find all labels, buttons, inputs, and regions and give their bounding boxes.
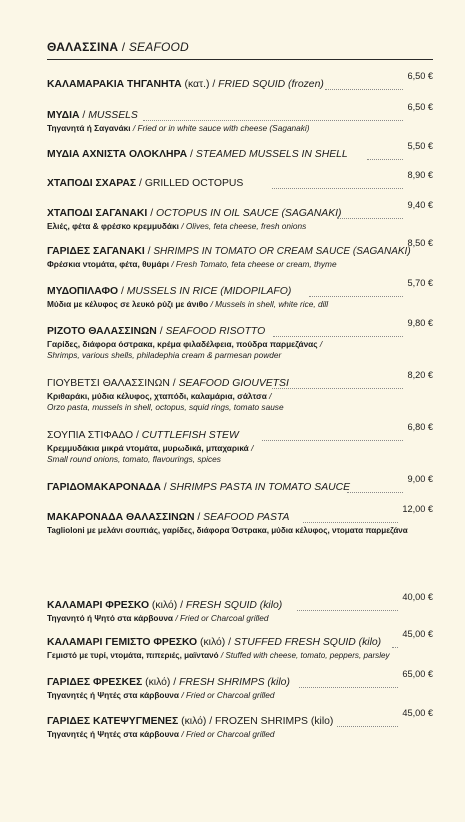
- item-description-greek: Τηγανητές ή Ψητές στα κάρβουνα: [47, 729, 180, 739]
- item-name-english: CUTTLEFISH STEW: [141, 430, 239, 441]
- item-name-greek: ΧΤΑΠΟΔΙ ΣΧΑΡΑΣ: [47, 178, 137, 189]
- menu-item-title-line: [47, 278, 433, 299]
- item-description-greek: Γεμιστό με τυρί, ντομάτα, πιπεριές, μαϊντανό: [47, 651, 219, 660]
- item-description-english: /: [248, 443, 254, 453]
- section-title-greek: ΘΑΛΑΣΣΙΝΑ: [47, 40, 119, 54]
- dot-leader: [392, 647, 398, 648]
- item-price: 40,00 €: [402, 592, 433, 602]
- dot-leader: [272, 188, 403, 189]
- menu-item: [47, 238, 433, 270]
- item-description-greek: Τηγανητό ή Ψητό στα κάρβουνα: [47, 613, 174, 623]
- item-description: [47, 123, 433, 134]
- item-price: 6,50 €: [407, 71, 433, 81]
- menu-item-title-line: [47, 170, 433, 191]
- item-description-english: Orzo pasta, mussels in shell, octopus, squid rings, tomato sause: [47, 402, 284, 412]
- item-description-greek: Ελιές, φέτα & φρέσκο κρεμμυδάκι: [47, 221, 179, 231]
- item-description-english: Shrimps, various shells, philadephia cream & parmesan powder: [47, 350, 282, 360]
- item-price: 12,00 €: [402, 504, 433, 514]
- item-name-english: FRIED SQUID (frozen): [218, 79, 324, 90]
- menu-item-title-line: [47, 318, 433, 339]
- item-name-english: MUSSELS IN RICE (MIDOPILAFO): [126, 286, 292, 297]
- menu-item: [47, 170, 433, 191]
- menu-item: [47, 592, 433, 624]
- item-name-english: SEAFOOD GIOUVETSI: [178, 378, 289, 389]
- menu-item: [47, 474, 433, 495]
- item-description: [47, 391, 433, 402]
- menu-item-title-line: [47, 422, 433, 443]
- item-name-english: SEAFOOD RISOTTO: [165, 326, 266, 337]
- menu-item-title-line: [47, 669, 433, 690]
- item-description: [47, 650, 433, 661]
- item-name-separator: /: [187, 149, 196, 160]
- item-description-english: / Mussels in shell, white rice, dill: [208, 299, 329, 309]
- menu-item: [47, 669, 433, 701]
- menu-item-title-line: [47, 629, 433, 650]
- menu-item-title-line: [47, 370, 433, 391]
- item-name-english: SHRIMPS PASTA IN TOMATO SAUCE: [169, 482, 351, 493]
- item-description-english: / Fried or Charcoal grilled: [179, 729, 275, 739]
- item-description-english: /: [317, 339, 323, 349]
- section-title-english: SEAFOOD: [128, 40, 189, 54]
- dot-leader: [337, 218, 403, 219]
- menu-item-title-line: [47, 238, 433, 259]
- item-description-english: Small round onions, tomato, flavourings, spices: [47, 454, 221, 464]
- dot-leader: [272, 388, 403, 389]
- item-name-separator: /: [118, 286, 127, 297]
- item-price: 65,00 €: [402, 669, 433, 679]
- item-name-note: (κιλό): [149, 600, 178, 611]
- item-name-greek: ΣΟΥΠΙΑ ΣΤΙΦΑΔΟ: [47, 430, 134, 441]
- menu-item-title-line: [47, 592, 433, 613]
- menu-item-title-line: [47, 708, 433, 729]
- item-name-greek: ΚΑΛΑΜΑΡΑΚΙΑ ΤΗΓΑΝΗΤΑ: [47, 79, 182, 90]
- item-name-english: STEAMED MUSSELS IN SHELL: [195, 149, 348, 160]
- item-description-greek: Τηγανητά ή Σαγανάκι: [47, 123, 131, 133]
- dot-leader: [303, 522, 398, 523]
- item-description: [47, 402, 433, 413]
- item-description: [47, 443, 433, 454]
- item-name-note: (κιλό): [197, 637, 226, 648]
- item-description-english: / Stuffed with cheese, tomato, peppers, parsley: [218, 651, 390, 660]
- item-name-separator: /: [206, 716, 216, 727]
- menu-item: [47, 708, 433, 740]
- item-price: 9,00 €: [407, 474, 433, 484]
- item-name-english: SHRIMPS IN TOMATO OR CREAM SAUCE (SAGANAKI): [153, 246, 411, 257]
- item-name-english: STUFFED FRESH SQUID (kilo): [233, 637, 382, 648]
- menu-item: [47, 318, 433, 361]
- item-name-separator: /: [147, 208, 156, 219]
- dot-leader: [347, 492, 403, 493]
- menu-item-title-line: [47, 474, 433, 495]
- item-name-separator: /: [156, 326, 166, 337]
- menu-item: [47, 422, 433, 465]
- menu-item-title-line: [47, 200, 433, 221]
- item-name-greek: ΚΑΛΑΜΑΡΙ ΓΕΜΙΣΤΟ ΦΡΕΣΚΟ: [47, 637, 198, 648]
- item-name-greek: ΓΙΟΥΒΕΤΣΙ ΘΑΛΑΣΣΙΝΩΝ: [47, 378, 170, 389]
- dot-leader: [262, 440, 403, 441]
- item-name-greek: ΜΑΚΑΡΟΝΑΔΑ ΘΑΛΑΣΣΙΝΩΝ: [47, 512, 195, 523]
- item-name-separator: /: [144, 246, 154, 257]
- item-name-greek: ΚΑΛΑΜΑΡΙ ΦΡΕΣΚΟ: [47, 600, 150, 611]
- item-name-greek: ΓΑΡΙΔΕΣ ΚΑΤΕΨΥΓΜΕΝΕΣ: [47, 716, 179, 727]
- item-name-note: (κιλό): [142, 677, 171, 688]
- dot-leader: [367, 159, 403, 160]
- item-name-greek: ΜΥΔΙΑ: [47, 110, 80, 121]
- item-name-english: GRILLED OCTOPUS: [144, 178, 244, 189]
- item-description-greek: Κριθαράκι, μύδια κέλυφος, χταπόδι, καλαμάρια, σάλτσα: [47, 391, 267, 401]
- item-name-note: (κιλό): [178, 716, 207, 727]
- item-name-greek: ΧΤΑΠΟΔΙ ΣΑΓΑΝΑΚΙ: [47, 208, 148, 219]
- item-price: 45,00 €: [402, 708, 433, 718]
- item-description-english: / Fresh Tomato, feta cheese or cream, thyme: [169, 259, 337, 269]
- item-description: [47, 613, 433, 624]
- item-name-english: FRESH SQUID (kilo): [185, 600, 283, 611]
- item-name-separator: /: [133, 430, 142, 441]
- item-price: 9,40 €: [407, 200, 433, 210]
- item-name-separator: /: [160, 482, 170, 493]
- item-name-separator: /: [169, 378, 179, 389]
- menu-item: [47, 629, 433, 661]
- item-name-english: FRESH SHRIMPS (kilo): [179, 677, 290, 688]
- item-description: [47, 729, 433, 740]
- item-name-separator: /: [136, 178, 145, 189]
- menu-item: [47, 102, 433, 134]
- item-name-english: FROZEN SHRIMPS (kilo): [215, 716, 334, 727]
- item-name-greek: ΜΥΔΟΠΙΛΑΦΟ: [47, 286, 119, 297]
- item-price: 8,90 €: [407, 170, 433, 180]
- menu-item: [47, 200, 433, 232]
- item-price: 8,20 €: [407, 370, 433, 380]
- item-name-english: MUSSELS: [88, 110, 138, 121]
- item-name-greek: ΓΑΡΙΔΟΜΑΚΑΡΟΝΑΔΑ: [47, 482, 161, 493]
- menu-item-title-line: [47, 504, 433, 525]
- item-name-separator: /: [209, 79, 219, 90]
- item-name-english: SEAFOOD PASTA: [203, 512, 290, 523]
- item-description: [47, 259, 433, 270]
- item-name-greek: ΓΑΡΙΔΕΣ ΦΡΕΣΚΕΣ: [47, 677, 143, 688]
- menu-item-title-line: [47, 141, 433, 162]
- item-price: 6,50 €: [407, 102, 433, 112]
- dot-leader: [325, 89, 403, 90]
- item-description: [47, 339, 433, 350]
- menu-item: [47, 504, 433, 536]
- menu-item: [47, 141, 433, 162]
- menu-item: [47, 370, 433, 413]
- menu-item: [47, 71, 433, 92]
- item-price: 8,50 €: [407, 238, 433, 248]
- item-description-greek: Φρέσκια ντομάτα, φέτα, θυμάρι: [47, 259, 170, 269]
- item-name-greek: ΓΑΡΙΔΕΣ ΣΑΓΑΝΑΚΙ: [47, 246, 145, 257]
- item-description: [47, 454, 433, 465]
- section-title-underline: [47, 59, 433, 60]
- item-description-greek: Τηγανητές ή Ψητές στα κάρβουνα: [47, 690, 180, 700]
- menu-item: [47, 278, 433, 310]
- item-price: 45,00 €: [402, 629, 433, 639]
- item-description-english: /: [266, 391, 272, 401]
- item-description-greek: Taglioloni με μελάνι σουπιάς, γαρίδες, διάφορα Όστρακα, μύδια κέλυφος, ντοματα παρμεζάνα: [47, 526, 408, 535]
- item-name-english: OCTOPUS IN OIL SAUCE (SAGANAKI): [155, 208, 342, 219]
- item-description-greek: Μύδια με κέλυφος σε λευκό ρύζι με άνιθο: [47, 299, 209, 309]
- item-price: 5,70 €: [407, 278, 433, 288]
- item-description-greek: Γαρίδες, διάφορα όστρακα, κρέμα φιλαδέλφεια, πούδρα παρμεζάνας: [47, 339, 318, 349]
- item-name-separator: /: [225, 637, 234, 648]
- item-description: [47, 350, 433, 361]
- item-description-english: / Olives, feta cheese, fresh onions: [178, 221, 307, 231]
- item-name-note: (κατ.): [181, 79, 210, 90]
- item-name-greek: ΜΥΔΙΑ ΑΧΝΙΣΤΑ ΟΛΟΚΛΗΡΑ: [47, 149, 188, 160]
- item-description-english: / Fried or Charcoal grilled: [179, 690, 275, 700]
- item-name-separator: /: [194, 512, 204, 523]
- dot-leader: [297, 610, 398, 611]
- menu-item-title-line: [47, 71, 433, 92]
- item-description: [47, 299, 433, 310]
- item-price: 9,80 €: [407, 318, 433, 328]
- item-name-separator: /: [177, 600, 186, 611]
- section-title: [47, 40, 189, 54]
- item-name-greek: ΡΙΖΟΤΟ ΘΑΛΑΣΣΙΝΩΝ: [47, 326, 157, 337]
- section-title-separator: /: [118, 40, 129, 54]
- item-description: [47, 690, 433, 701]
- item-description-english: / Fried or in white sauce with cheese (Saganaki): [130, 123, 310, 133]
- item-name-separator: /: [79, 110, 89, 121]
- dot-leader: [273, 336, 403, 337]
- item-description: [47, 525, 433, 536]
- item-price: 6,80 €: [407, 422, 433, 432]
- menu-item-title-line: [47, 102, 433, 123]
- dot-leader: [299, 687, 398, 688]
- item-description: [47, 221, 433, 232]
- item-description-english: / Fried or Charcoal grilled: [173, 613, 269, 623]
- dot-leader: [143, 120, 403, 121]
- item-price: 5,50 €: [407, 141, 433, 151]
- dot-leader: [337, 726, 398, 727]
- item-name-separator: /: [170, 677, 180, 688]
- dot-leader: [309, 296, 403, 297]
- item-description-greek: Κρεμμυδάκια μικρά ντομάτα, μυρωδικά, μπαχαρικά: [47, 443, 249, 453]
